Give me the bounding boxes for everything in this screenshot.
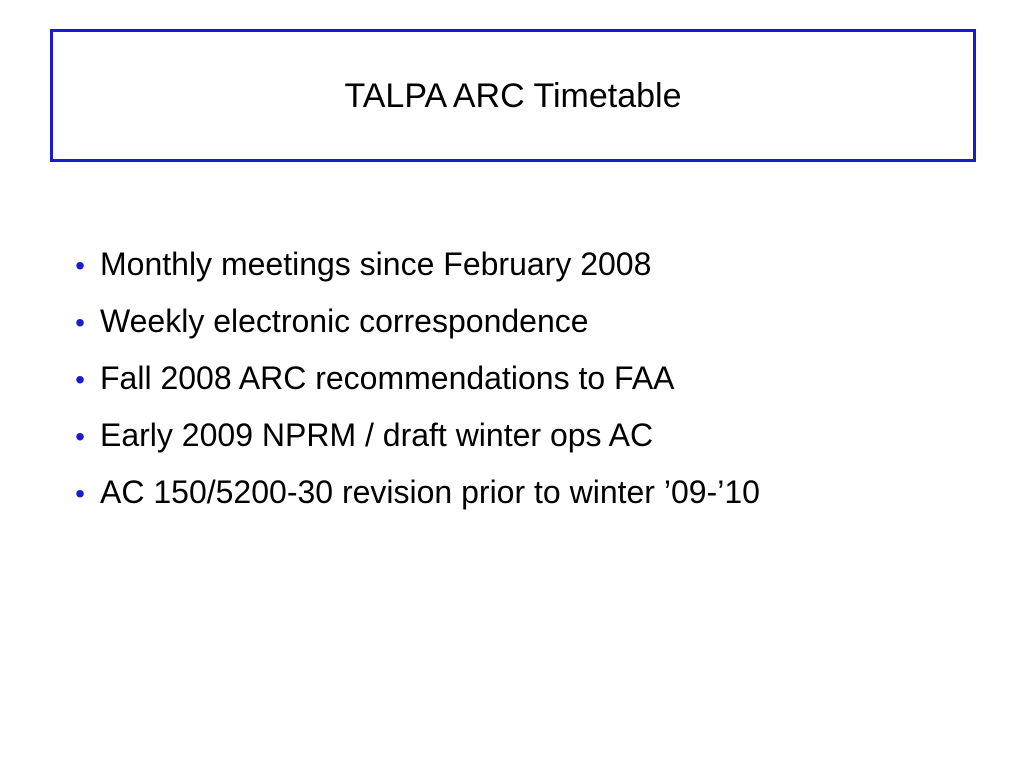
bullet-list: [60, 247, 760, 532]
bullet-item: [60, 247, 760, 304]
bullet-item: [60, 418, 760, 475]
bullet-text: Monthly meetings since February 2008: [100, 246, 652, 282]
bullet-text: Weekly electronic correspondence: [100, 303, 589, 339]
bullet-dot-icon: •: [75, 478, 85, 509]
bullet-item: [60, 475, 760, 532]
bullet-dot-icon: •: [75, 307, 85, 338]
bullet-text: AC 150/5200-30 revision prior to winter ’09-’10: [100, 474, 760, 510]
bullet-dot-icon: •: [75, 364, 85, 395]
bullet-text: Fall 2008 ARC recommendations to FAA: [100, 360, 675, 396]
bullet-dot-icon: •: [75, 250, 85, 281]
title-box: [50, 29, 976, 162]
bullet-dot-icon: •: [75, 421, 85, 452]
slide-title: TALPA ARC Timetable: [344, 76, 682, 115]
bullet-item: [60, 361, 760, 418]
bullet-item: [60, 304, 760, 361]
bullet-text: Early 2009 NPRM / draft winter ops AC: [100, 417, 654, 453]
